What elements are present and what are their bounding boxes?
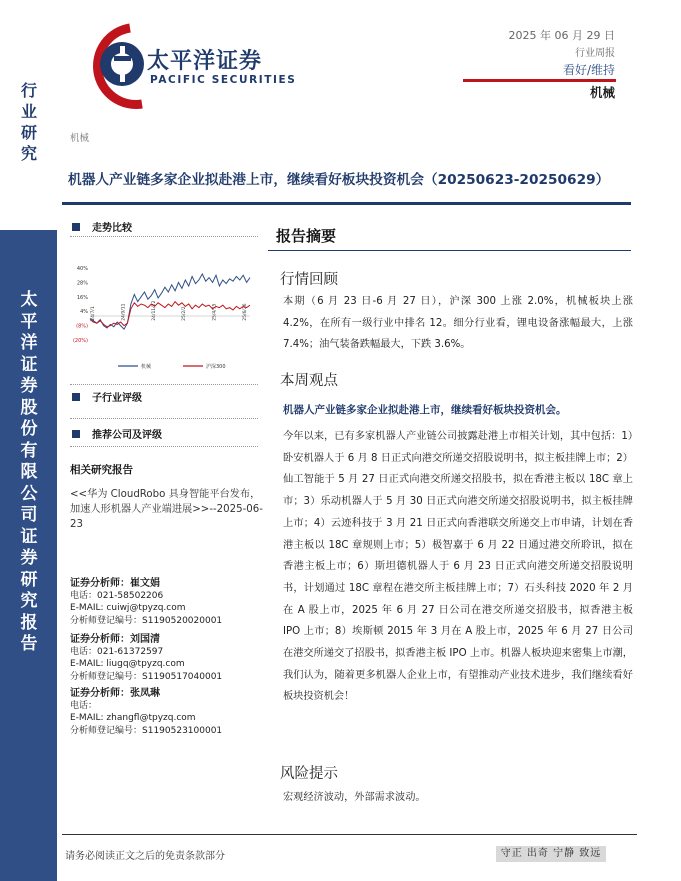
square-bullet-icon xyxy=(72,393,80,401)
risk-heading: 风险提示 xyxy=(280,766,338,782)
analyst-phone: 电话：021-61372597 xyxy=(70,647,164,658)
y-tick-label: 40% xyxy=(76,266,88,272)
vertical-char: 究 xyxy=(20,144,37,163)
square-bullet-icon xyxy=(72,223,80,231)
summary-heading: 报告摘要 xyxy=(276,227,337,245)
weekly-view-heading: 本周观点 xyxy=(280,373,338,389)
weekly-view-text: 今年以来，已有多家机器人产业链公司披露赴港上市相关计划，其中包括：1）卧安机器人于 6 月 8 日正式向港交所递交招股说明书，拟主板挂牌上市；2）仙工智能于 5 月 27 日正式向港交所递交招股书，拟在香港主板以 18C 章上市；3）乐动机器人于 5 月 30 日正式向港交所递交招股说明书，拟主板挂牌上市；4）云迹科技于 3 月 21 日正式向香港联交所递交上市申请，计划在香港主板以 18C 章规则上市；5）极智嘉于 6 月 22 日通过港交所聆讯，拟在香港主板上市；6）斯坦德机器人于 6 月 23 日正式向港交所递交招股说明书，计划通过 18C 章程在港交所主板挂牌上市；7）石头科技 2020 年 2 月在 A 股上市，2025 年 6 月 27 日公司在港交所递交招股书，拟香港主板 IPO 上市；8）埃斯顿 2015 年 3 月在 A 股上市，2025 年 6 月 27 日公司在港交所递交了招股书，拟香港主板 IPO 上市。机器人板块迎来密集上市潮，我们认为，随着更多机器人企业上市，有望推动产业技术进步，我们继续看好板块投资机会！ xyxy=(283,431,633,703)
legend-label: 沪深300 xyxy=(206,364,226,370)
vertical-char: 公 xyxy=(20,483,38,504)
analyst-phone: 电话： xyxy=(70,701,98,712)
analyst-name: 证券分析师：张凤琳 xyxy=(70,688,160,699)
sector-label: 机械 xyxy=(589,85,615,100)
sub-rating-heading: 子行业评级 xyxy=(72,389,142,404)
page-title: 机器人产业链多家企业拟赴港上市，继续看好板块投资机会（20250623-20250629） xyxy=(68,172,610,188)
market-review-heading: 行情回顾 xyxy=(280,272,338,288)
breadcrumb: 机械 xyxy=(70,133,90,144)
summary-divider xyxy=(268,250,631,251)
divider xyxy=(70,418,258,419)
analyst-license: 分析师登记编号：S1190520020001 xyxy=(70,615,223,626)
vertical-char: 告 xyxy=(20,634,38,654)
analyst-email[interactable]: E-MAIL: zhangfl@tpyzq.com xyxy=(70,713,196,724)
related-report-link[interactable]: <<华为 CloudRobo 具身智能平台发布，加速人形机器人产业端进展>>--2025-06-23 xyxy=(70,489,263,530)
vertical-char: 份 xyxy=(20,419,38,439)
analyst-card xyxy=(70,578,270,627)
vertical-char: 洋 xyxy=(20,333,38,353)
analyst-email[interactable]: E-MAIL: cuiwj@tpyzq.com xyxy=(70,603,186,614)
vertical-char: 太 xyxy=(20,290,38,310)
vertical-char: 业 xyxy=(20,102,37,121)
vertical-char: 券 xyxy=(20,376,38,396)
vertical-char: 究 xyxy=(20,591,38,611)
weekly-view-lead: 机器人产业链多家企业拟赴港上市，继续看好板块投资机会。 xyxy=(283,404,567,416)
logo-english: PACIFIC SECURITIES xyxy=(150,74,297,86)
industry-research-label xyxy=(17,80,41,164)
divider xyxy=(70,446,258,447)
divider xyxy=(70,236,258,237)
vertical-char: 行 xyxy=(20,81,37,100)
analyst-email[interactable]: E-MAIL: liugq@tpyzq.com xyxy=(70,659,185,670)
x-tick-label: 24/11/22 xyxy=(151,300,157,321)
x-tick-label: 25/4/15 xyxy=(212,303,218,321)
logo-chinese: 太平洋证券 xyxy=(147,49,263,74)
x-tick-label: 25/6/26 xyxy=(243,303,248,321)
analyst-name: 证券分析师：刘国清 xyxy=(70,634,160,645)
vertical-char: 股 xyxy=(20,397,38,418)
vertical-char: 研 xyxy=(20,569,38,590)
x-tick-label: 24/9/11 xyxy=(121,303,127,321)
vertical-char: 平 xyxy=(20,311,38,332)
vertical-char: 有 xyxy=(20,440,38,461)
x-tick-label: 24/7/1 xyxy=(91,306,96,321)
square-bullet-icon xyxy=(72,430,80,438)
divider xyxy=(70,384,258,385)
analyst-phone: 电话：021-58502206 xyxy=(70,591,164,602)
vertical-char: 司 xyxy=(20,505,38,525)
vertical-char: 研 xyxy=(20,123,37,142)
company-motto: 守正 出奇 宁静 致远 xyxy=(496,846,606,862)
footer-disclaimer: 请务必阅读正文之后的免责条款部分 xyxy=(65,851,225,862)
y-tick-label: (20%) xyxy=(72,338,88,344)
y-tick-label: 28% xyxy=(76,280,88,287)
analyst-card xyxy=(70,688,270,737)
y-tick-label: 4% xyxy=(80,309,88,316)
legend-label: 机械 xyxy=(141,364,152,370)
report-type: 行业周报 xyxy=(575,48,615,59)
analyst-license: 分析师登记编号：S1190523100001 xyxy=(70,725,223,736)
vertical-char: 券 xyxy=(20,548,38,568)
vertical-char: 报 xyxy=(20,612,38,633)
trend-chart xyxy=(70,240,260,375)
y-tick-label: (8%) xyxy=(76,323,88,330)
series-line xyxy=(90,302,250,327)
y-tick-label: 16% xyxy=(76,294,88,301)
sideband xyxy=(0,230,57,881)
risk-text: 宏观经济波动，外部需求波动。 xyxy=(283,792,426,803)
analyst-card xyxy=(70,634,270,683)
header-divider xyxy=(463,79,616,82)
analyst-name: 证券分析师：崔文娟 xyxy=(70,578,160,589)
vertical-char: 限 xyxy=(20,462,38,482)
sideband-top xyxy=(0,0,57,230)
x-tick-label: 25/2/2 xyxy=(182,306,188,321)
title-divider xyxy=(62,202,631,205)
rating-badge: 看好/维持 xyxy=(562,63,615,77)
footer-divider xyxy=(62,834,637,835)
recommend-heading: 推荐公司及评级 xyxy=(72,426,162,441)
report-date: 2025 年 06 月 29 日 xyxy=(508,29,615,42)
market-review-text: 本期（6 月 23 日-6 月 27 日），沪深 300 上涨 2.0%，机械板块上涨 4.2%，在所有一级行业中排名 12。细分行业看，锂电设备涨幅最大，上涨 7.4%；油气装备跌幅最大，下跌 3.6%。 xyxy=(283,296,633,351)
related-heading: 相关研究报告 xyxy=(70,464,133,476)
series-line xyxy=(90,274,250,329)
vertical-char: 证 xyxy=(20,526,38,547)
vertical-char: 证 xyxy=(20,354,38,375)
trend-heading: 走势比较 xyxy=(72,219,132,234)
company-report-label xyxy=(16,290,42,656)
analyst-license: 分析师登记编号：S1190517040001 xyxy=(70,671,223,682)
